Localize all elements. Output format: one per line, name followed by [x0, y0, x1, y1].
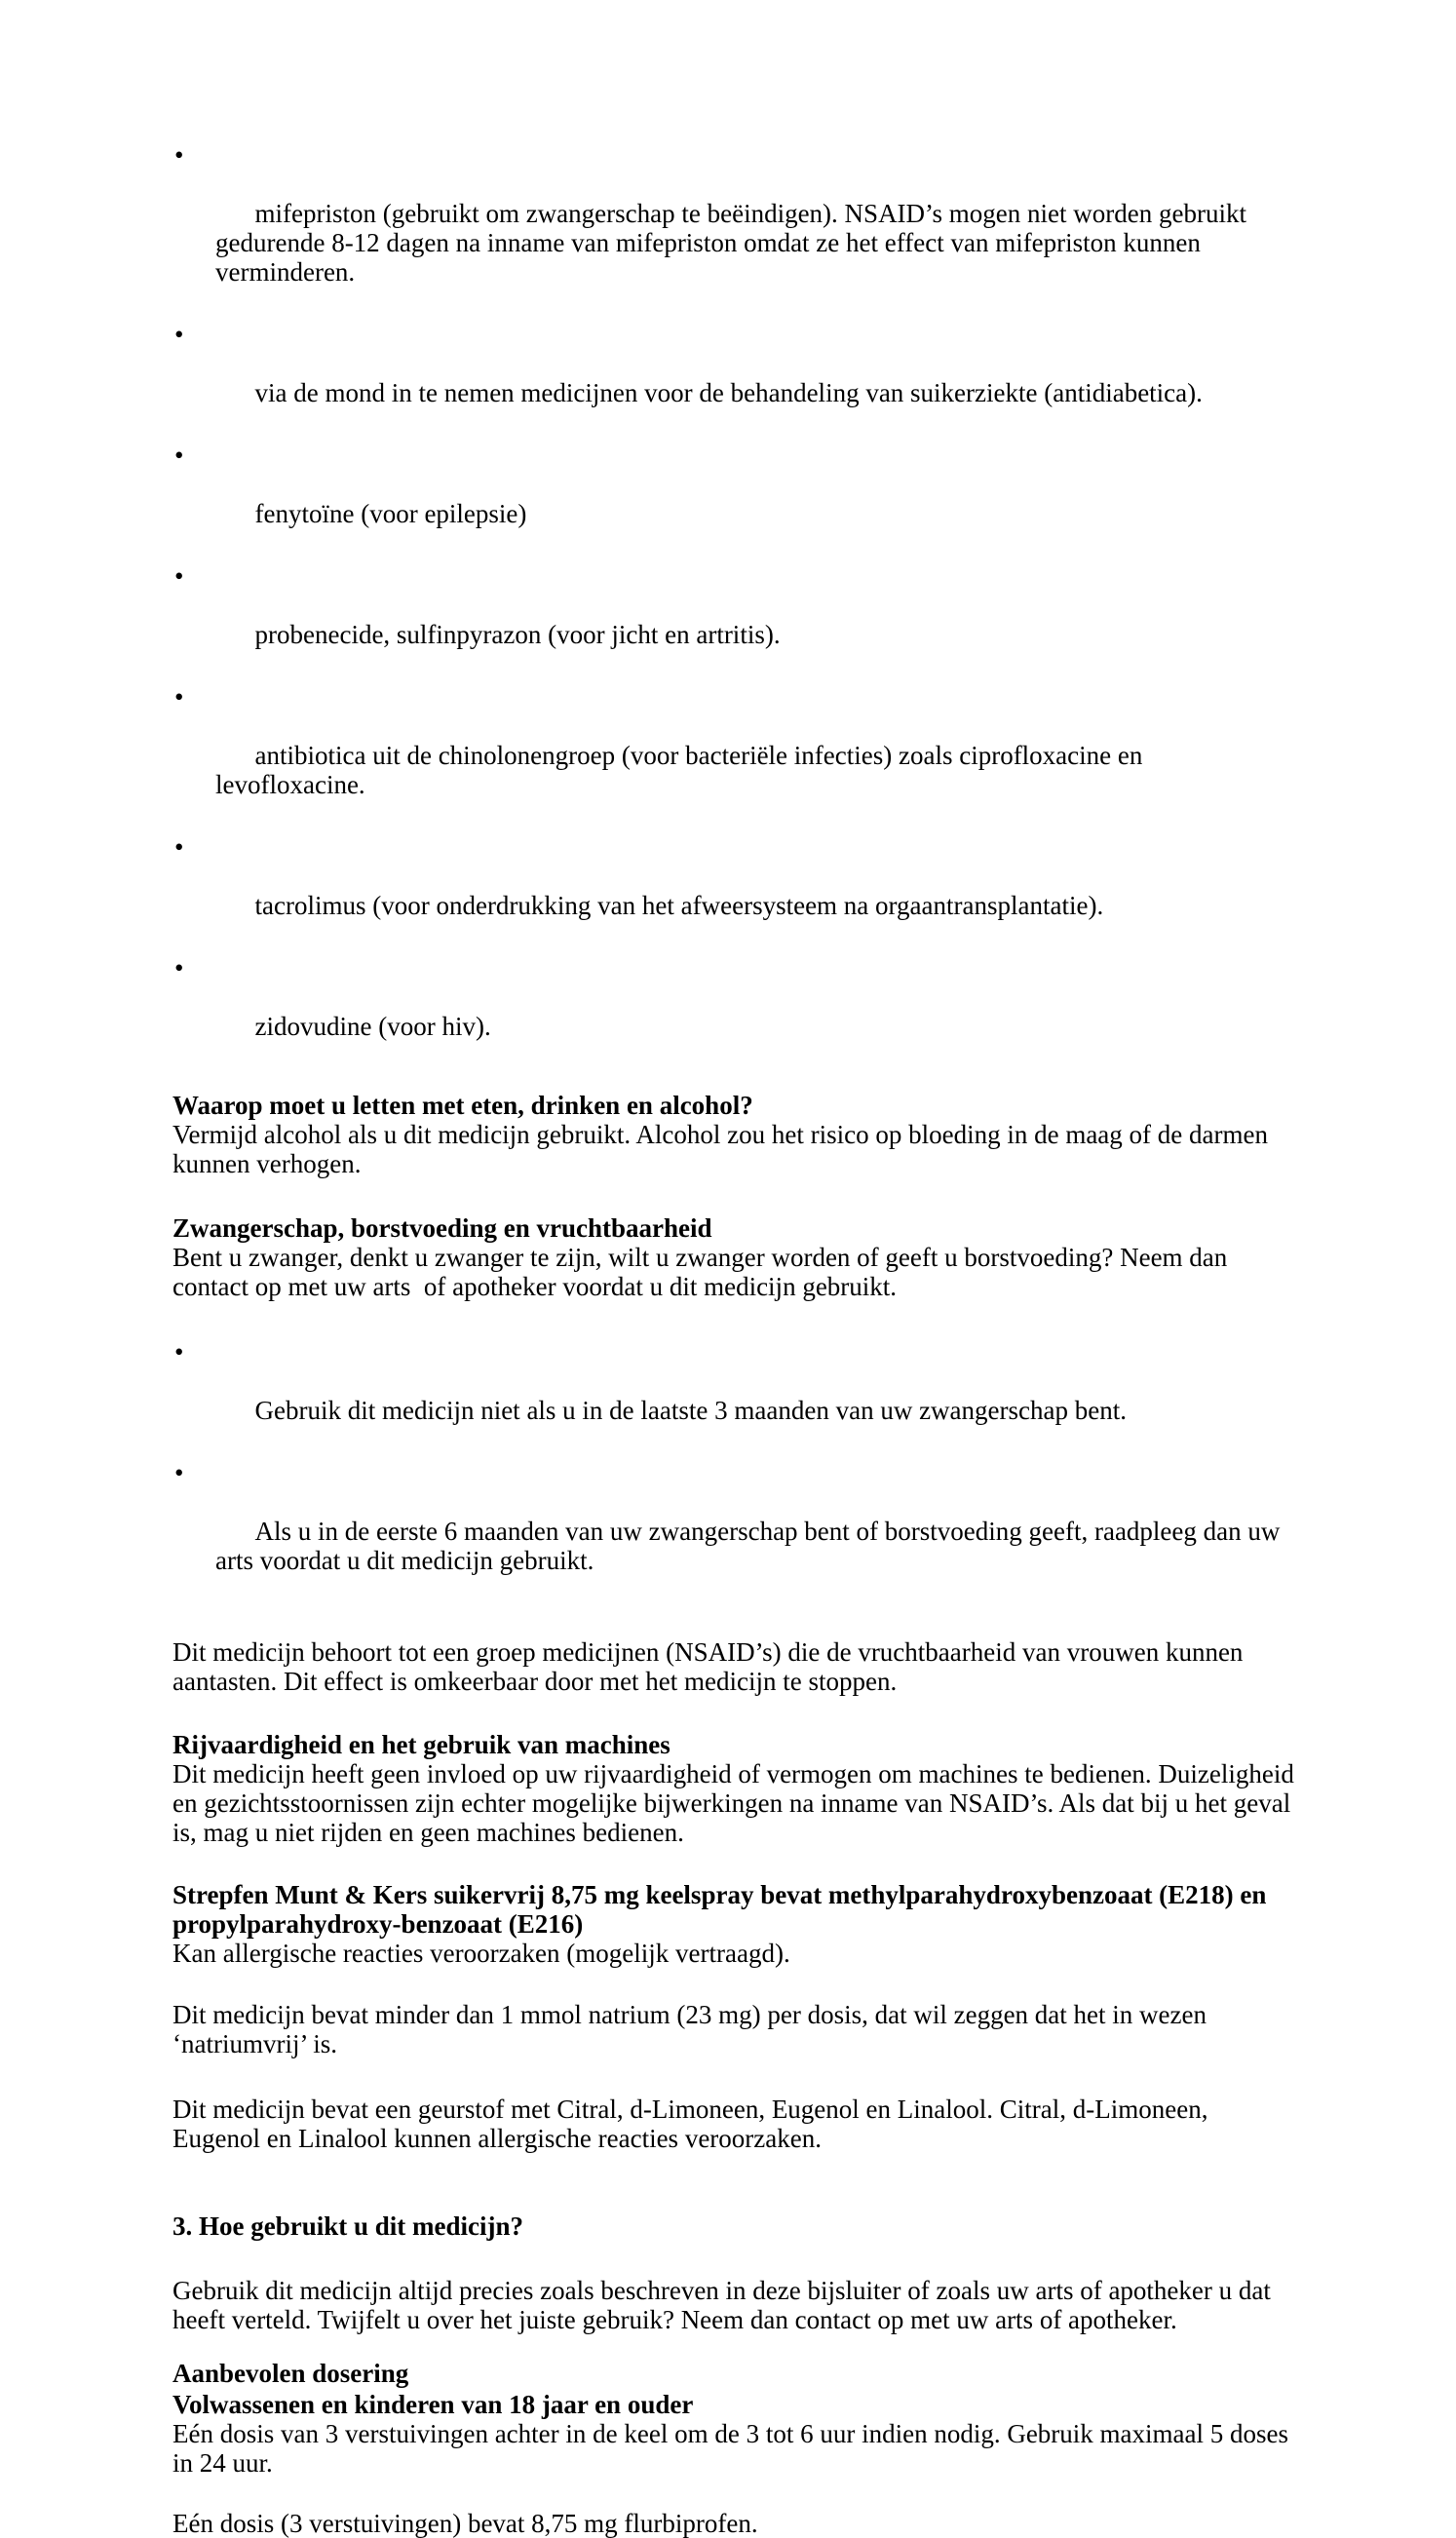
list-item-text: tacrolimus (voor onderdrukking van het afweersysteem na orgaantransplantatie). — [254, 891, 1104, 920]
bullet-icon: • — [174, 320, 184, 349]
list-item-text: zidovudine (voor hiv). — [254, 1012, 491, 1041]
bullet-icon: • — [174, 561, 184, 591]
list-item — [172, 832, 1297, 949]
bullet-icon: • — [174, 1337, 184, 1366]
paragraph-pregnancy: Bent u zwanger, denkt u zwanger te zijn, wilt u zwanger worden of geeft u borstvoeding? Neem dan contact op met uw arts of apotheker voordat u dit medicijn gebruikt. — [172, 1243, 1235, 1301]
bullet-icon: • — [174, 1458, 184, 1487]
list-item-text: probenecide, sulfinpyrazon (voor jicht en artritis). — [254, 620, 781, 649]
list-item-text: fenytoïne (voor epilepsie) — [254, 499, 527, 528]
bullet-icon: • — [174, 953, 184, 982]
subheading-adults: Volwassenen en kinderen van 18 jaar en ouder — [172, 2390, 694, 2419]
list-item-text: Als u in de eerste 6 maanden van uw zwangerschap bent of borstvoeding geeft, raadpleeg dan uw arts voordat u dit medicijn gebruikt. — [215, 1517, 1287, 1575]
section-heading-driving: Rijvaardigheid en het gebruik van machines — [172, 1730, 671, 1759]
list-item — [172, 441, 1297, 558]
paragraph-fragrance-note: Dit medicijn bevat een geurstof met Citral, d-Limoneen, Eugenol en Linalool. Citral, d-Limoneen, Eugenol en Linalool kunnen allergische reacties veroorzaken. — [172, 2095, 1215, 2153]
list-item-text: antibiotica uit de chinolonengroep (voor bacteriële infecties) zoals ciprofloxacine en levofloxacine. — [215, 741, 1150, 799]
list-item-text: mifepriston (gebruikt om zwangerschap te beëindigen). NSAID’s mogen niet worden gebruikt gedurende 8-12 dagen na inname van mifepriston omdat ze het effect van mifepriston kunnen verminderen. — [215, 199, 1253, 287]
paragraph-fertility-note: Dit medicijn behoort tot een groep medicijnen (NSAID’s) die de vruchtbaarheid van vrouwen kunnen aantasten. Dit effect is omkeerbaar door met het medicijn te stoppen. — [172, 1637, 1250, 1696]
paragraph-excipients: Kan allergische reacties veroorzaken (mogelijk vertraagd). — [172, 1939, 790, 1968]
section-heading-how-to-use: 3. Hoe gebruikt u dit medicijn? — [172, 2211, 524, 2241]
bullet-icon: • — [174, 682, 184, 711]
list-item — [172, 1337, 1297, 1454]
paragraph-dose-note: Eén dosis (3 verstuivingen) bevat 8,75 mg flurbiprofen. — [172, 2509, 758, 2538]
subheading-recommended-dose: Aanbevolen dosering — [172, 2359, 409, 2388]
section-heading-pregnancy: Zwangerschap, borstvoeding en vruchtbaarheid — [172, 1213, 712, 1243]
paragraph-sodium-note: Dit medicijn bevat minder dan 1 mmol natrium (23 mg) per dosis, dat wil zeggen dat het in wezen ‘natriumvrij’ is. — [172, 2000, 1213, 2058]
list-item-text: Gebruik dit medicijn niet als u in de laatste 3 maanden van uw zwangerschap bent. — [254, 1396, 1127, 1425]
list-item — [172, 1458, 1297, 1604]
bullet-icon: • — [174, 832, 184, 862]
list-item — [172, 561, 1297, 678]
list-item — [172, 682, 1297, 828]
list-item — [172, 953, 1297, 1070]
list-item-text: via de mond in te nemen medicijnen voor de behandeling van suikerziekte (antidiabetica). — [254, 378, 1203, 407]
paragraph-dosage: Eén dosis van 3 verstuivingen achter in de keel om de 3 tot 6 uur indien nodig. Gebruik maximaal 5 doses in 24 uur. — [172, 2419, 1295, 2478]
list-item — [172, 320, 1297, 437]
section-heading-excipients: Strepfen Munt & Kers suikervrij 8,75 mg keelspray bevat methylparahydroxybenzoaat (E218) en propylparahydroxy-benzoaat (E216) — [172, 1880, 1274, 1939]
list-item — [172, 140, 1297, 316]
pregnancy-list — [172, 1337, 1297, 1604]
bullet-icon: • — [174, 140, 184, 170]
paragraph-how-to-use-intro: Gebruik dit medicijn altijd precies zoals beschreven in deze bijsluiter of zoals uw arts of apotheker u dat heeft verteld. Twijfelt u over het juiste gebruik? Neem dan contact op met uw arts of apotheker. — [172, 2276, 1278, 2334]
section-heading-food-alcohol: Waarop moet u letten met eten, drinken en alcohol? — [172, 1091, 753, 1120]
paragraph-food-alcohol: Vermijd alcohol als u dit medicijn gebruikt. Alcohol zou het risico op bloeding in de maag of de darmen kunnen verhogen. — [172, 1120, 1275, 1178]
paragraph-driving: Dit medicijn heeft geen invloed op uw rijvaardigheid of vermogen om machines te bedienen. Duizeligheid en gezichtsstoornissen zijn echter mogelijke bijwerkingen na inname van NSAID’s. Als dat bij u het geval is, mag u niet rijden en geen machines bedienen. — [172, 1759, 1301, 1847]
interactions-list — [172, 140, 1297, 1070]
bullet-icon: • — [174, 441, 184, 470]
